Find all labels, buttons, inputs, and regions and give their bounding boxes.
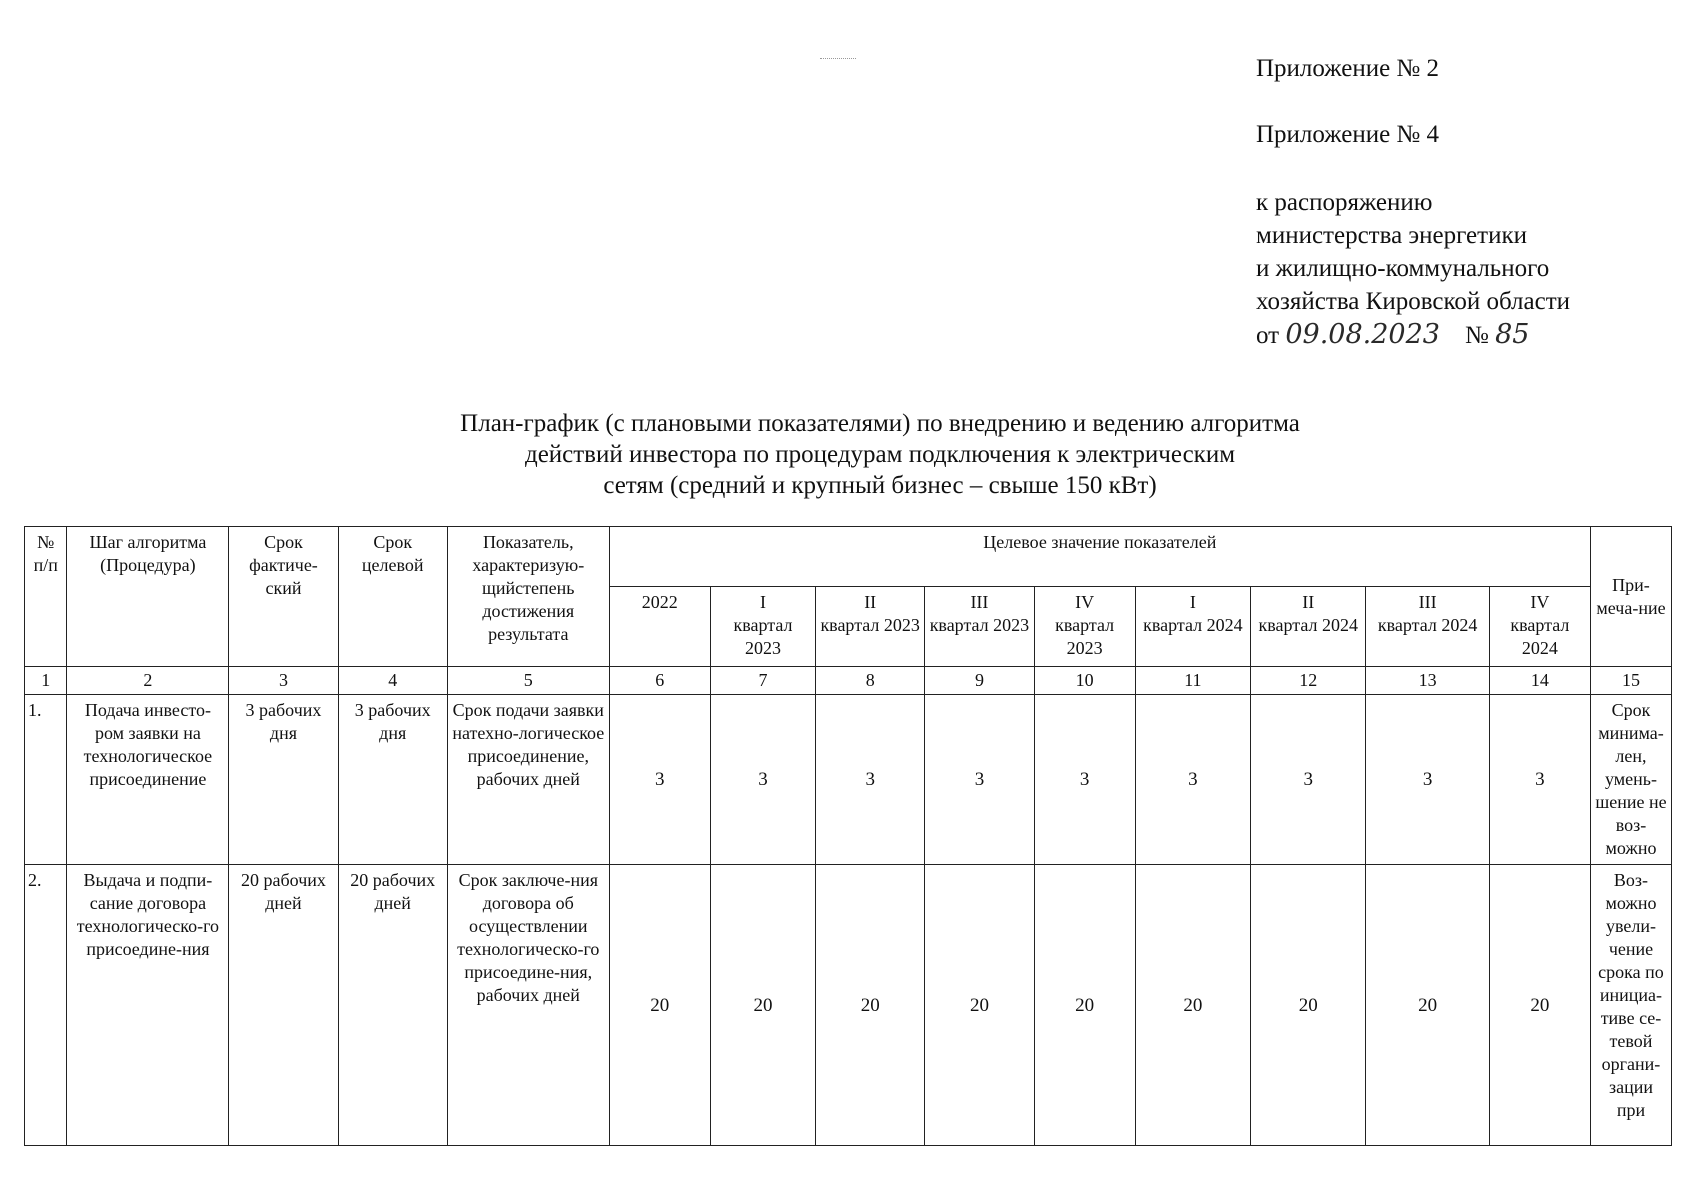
title-line: действий инвестора по процедурам подключения к электрическим	[524, 441, 1236, 468]
column-number: 10	[1034, 667, 1135, 695]
order-line: и жилищно-коммунального	[1256, 255, 1550, 282]
order-date-line	[1256, 318, 1570, 352]
period-header: I квартал 2024	[1135, 587, 1250, 667]
col-header-step: Шаг алгоритма (Процедура)	[67, 527, 229, 667]
column-number: 2	[67, 667, 229, 695]
column-number: 1	[25, 667, 67, 695]
row-target: 3 рабочих дня	[338, 695, 447, 865]
period-header: II квартал 2024	[1251, 587, 1366, 667]
order-reference	[1256, 186, 1570, 352]
column-number: 4	[338, 667, 447, 695]
row-value: 3	[925, 695, 1034, 865]
column-number: 8	[816, 667, 925, 695]
period-header: 2022	[609, 587, 710, 667]
row-step: Подача инвесто-ром заявки на технологическое присоединение	[67, 695, 229, 865]
column-number: 6	[609, 667, 710, 695]
row-value: 3	[1489, 695, 1590, 865]
column-number: 9	[925, 667, 1034, 695]
row-value: 3	[1135, 695, 1250, 865]
handwritten-number: 85	[1495, 319, 1530, 350]
table-row	[25, 695, 1672, 865]
period-header: IV квартал 2024	[1489, 587, 1590, 667]
scan-artifact	[820, 58, 856, 65]
col-header-num: № п/п	[25, 527, 67, 667]
period-header: IV квартал 2023	[1034, 587, 1135, 667]
period-header: I квартал 2023	[710, 587, 815, 667]
column-number: 15	[1590, 667, 1671, 695]
row-num: 1.	[25, 695, 67, 865]
row-value: 20	[710, 865, 815, 1146]
row-value: 20	[1135, 865, 1250, 1146]
row-value: 20	[1034, 865, 1135, 1146]
column-number: 7	[710, 667, 815, 695]
row-value: 20	[609, 865, 710, 1146]
row-value: 3	[710, 695, 815, 865]
column-number: 13	[1366, 667, 1489, 695]
row-target: 20 рабочих дней	[338, 865, 447, 1146]
row-value: 20	[816, 865, 925, 1146]
handwritten-date: 09.08.2023	[1285, 319, 1440, 350]
col-header-target: Срок целевой	[338, 527, 447, 667]
row-indicator: Срок заключе-ния договора об осуществлении технологическо-го присоедине-ния, рабочих дней	[447, 865, 609, 1146]
col-header-note: При-меча-ние	[1590, 527, 1671, 667]
col-header-actual: Срок фактиче-ский	[229, 527, 338, 667]
row-indicator: Срок подачи заявки натехно-логическое присоединение, рабочих дней	[447, 695, 609, 865]
row-value: 3	[609, 695, 710, 865]
row-value: 20	[1366, 865, 1489, 1146]
period-header: II квартал 2023	[816, 587, 925, 667]
row-value: 20	[1251, 865, 1366, 1146]
row-value: 20	[925, 865, 1034, 1146]
order-line: министерства энергетики	[1256, 222, 1527, 249]
row-value: 3	[1034, 695, 1135, 865]
column-number: 12	[1251, 667, 1366, 695]
row-note: Срок минима-лен, умень-шение не воз-можно	[1590, 695, 1671, 865]
table-row	[25, 865, 1672, 1146]
row-actual: 20 рабочих дней	[229, 865, 338, 1146]
column-number: 5	[447, 667, 609, 695]
row-num: 2.	[25, 865, 67, 1146]
row-value: 3	[1366, 695, 1489, 865]
row-step: Выдача и подпи-сание договора технологическо-го присоедине-ния	[67, 865, 229, 1146]
order-line: хозяйства Кировской области	[1256, 288, 1571, 315]
schedule-table	[24, 526, 1672, 1146]
period-header: III квартал 2023	[925, 587, 1034, 667]
row-value: 3	[816, 695, 925, 865]
row-value: 3	[1251, 695, 1366, 865]
date-prefix: от	[1256, 322, 1280, 349]
title-line: План-график (с плановыми показателями) по внедрению и ведению алгоритма	[460, 410, 1300, 437]
number-prefix: №	[1464, 322, 1489, 349]
appendix-4-label: Приложение № 4	[1256, 121, 1440, 148]
column-number-row	[25, 667, 1672, 695]
title-line: сетям (средний и крупный бизнес – свыше 150 кВт)	[603, 472, 1157, 499]
column-number: 11	[1135, 667, 1250, 695]
appendix-2-label: Приложение № 2	[1256, 55, 1440, 82]
document-title	[330, 408, 1430, 501]
row-note: Воз-можно увели-чение срока по инициа-тиве се-тевой органи-зации при	[1590, 865, 1671, 1146]
row-value: 20	[1489, 865, 1590, 1146]
col-header-indicator: Показатель, характеризую-щийстепень достижения результата	[447, 527, 609, 667]
column-number: 3	[229, 667, 338, 695]
column-number: 14	[1489, 667, 1590, 695]
header-row-1	[25, 527, 1672, 587]
col-header-target-values: Целевое значение показателей	[609, 527, 1590, 587]
order-line: к распоряжению	[1256, 189, 1433, 216]
period-header: III квартал 2024	[1366, 587, 1489, 667]
row-actual: 3 рабочих дня	[229, 695, 338, 865]
